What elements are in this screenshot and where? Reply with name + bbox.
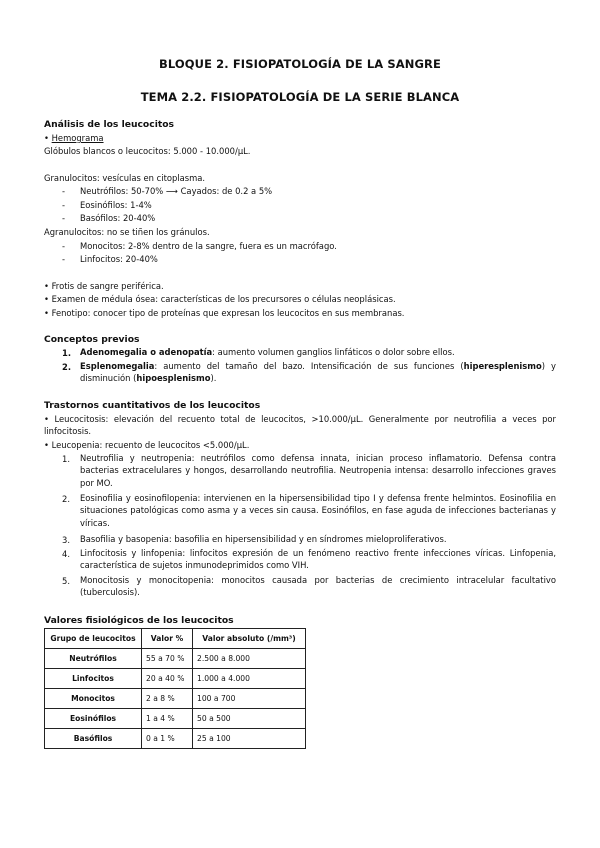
dash: - <box>62 241 66 251</box>
list-item: Neutrófilos: 50-70% ⟶ Cayados: de 0.2 a 5% <box>80 186 273 196</box>
table-row <box>45 669 306 689</box>
cell-percent: 1 a 4 % <box>142 709 193 729</box>
bullet-item: • Fenotipo: conocer tipo de proteínas que expresan los leucocitos en sus membranas. <box>44 308 405 318</box>
concepto-item-2 <box>80 360 556 385</box>
globulos-line: Glóbulos blancos o leucocitos: 5.000 - 10.000/µL. <box>44 146 251 156</box>
section-heading-analisis: Análisis de los leucocitos <box>44 119 175 130</box>
valores-table <box>44 628 306 749</box>
list-item: Monocitos: 2-8% dentro de la sangre, fuera es un macrófago. <box>80 241 337 251</box>
cell-absolute: 1.000 a 4.000 <box>193 669 306 689</box>
dash: - <box>62 200 66 210</box>
list-item: Basófilos: 20-40% <box>80 213 156 223</box>
term: Adenomegalia o adenopatía <box>80 347 213 357</box>
item-number: 5. <box>62 576 70 586</box>
agranulocitos-line: Agranulocitos: no se tiñen los gránulos. <box>44 227 210 237</box>
column-header: Grupo de leucocitos <box>45 629 142 649</box>
cell-percent: 20 a 40 % <box>142 669 193 689</box>
dash: - <box>62 254 66 264</box>
column-header: Valor % <box>142 629 193 649</box>
table-header-row <box>45 629 306 649</box>
table-row <box>45 709 306 729</box>
item-number: 2. <box>62 362 72 372</box>
trastorno-item-4: Linfocitosis y linfopenia: linfocitos expresión de un fenómeno reactivo frente infecciones víricas. Linfopenia, característica de sujetos inmunodeprimidos como VIH. <box>80 548 556 571</box>
column-header: Valor absoluto (/mm³) <box>193 629 306 649</box>
hemograma-label: Hemograma <box>51 133 104 143</box>
term: hiperesplenismo <box>463 361 542 371</box>
cell-group: Basófilos <box>45 729 142 749</box>
cell-percent: 0 a 1 % <box>142 729 193 749</box>
trastorno-item-3: Basofilia y basopenia: basofilia en hipersensibilidad y en síndromes mieloproliferativos. <box>80 534 447 544</box>
definition: : aumento volumen ganglios linfáticos o dolor sobre ellos. <box>212 347 455 357</box>
item-number: 1. <box>62 454 70 464</box>
cell-absolute: 50 a 500 <box>193 709 306 729</box>
trastorno-item-1: Neutrofilia y neutropenia: neutrófilos como defensa innata, inician proceso inflamatorio. Defensa contra bacterias extracelulares y hongos, desarrollando neutrofilia. Neutropenia intensa: desarrollo infecciones graves por MO. <box>80 453 556 488</box>
bullet-item: • Frotis de sangre periférica. <box>44 281 164 291</box>
cell-absolute: 25 a 100 <box>193 729 306 749</box>
topic-title: TEMA 2.2. FISIOPATOLOGÍA DE LA SERIE BLANCA <box>140 90 460 104</box>
cell-absolute: 2.500 a 8.000 <box>193 649 306 669</box>
section-heading-conceptos: Conceptos previos <box>44 334 140 345</box>
leucocitosis-line: • Leucocitosis: elevación del recuento total de leucocitos, >10.000/µL. Generalmente por neutrofilia a veces por linfocitosis. <box>44 414 556 437</box>
list-item: Eosinófilos: 1-4% <box>80 200 152 210</box>
trastorno-item-2: Eosinofilia y eosinofilopenia: intervienen en la hipersensibilidad tipo I y defensa frente helmintos. Eosinofilia en situaciones patológicas como asma y a veces sin causa. Eosinófilos, en fase aguda de infecciones bacterianas y víricas. <box>80 493 556 528</box>
section-heading-trastornos: Trastornos cuantitativos de los leucocitos <box>44 400 261 411</box>
cell-percent: 2 a 8 % <box>142 689 193 709</box>
item-number: 3. <box>62 535 70 545</box>
concepto-item-1 <box>80 346 556 358</box>
leucopenia-line: • Leucopenia: recuento de leucocitos <5.000/µL. <box>44 440 250 450</box>
bullet-item: • Examen de médula ósea: características de los precursores o células neoplásicas. <box>44 294 396 304</box>
term: Esplenomegalia <box>80 361 155 371</box>
document-title: BLOQUE 2. FISIOPATOLOGÍA DE LA SANGRE <box>159 57 441 71</box>
cell-group: Neutrófilos <box>45 649 142 669</box>
trastorno-item-5: Monocitosis y monocitopenia: monocitos causada por bacterias de crecimiento intracelular facultativo (tuberculosis). <box>80 575 556 598</box>
definition: ) y disminución ( <box>80 361 556 384</box>
section-heading-valores: Valores fisiológicos de los leucocitos <box>44 615 234 626</box>
granulocitos-line: Granulocitos: vesículas en citoplasma. <box>44 173 206 183</box>
table-row <box>45 649 306 669</box>
item-number: 2. <box>62 494 70 504</box>
item-number: 1. <box>62 348 72 358</box>
table-row <box>45 689 306 709</box>
item-number: 4. <box>62 549 70 559</box>
cell-group: Eosinófilos <box>45 709 142 729</box>
definition: ). <box>210 373 217 384</box>
cell-group: Linfocitos <box>45 669 142 689</box>
list-item: Linfocitos: 20-40% <box>80 254 158 264</box>
hemograma-line <box>44 133 104 143</box>
cell-group: Monocitos <box>45 689 142 709</box>
term: hipoesplenismo <box>136 373 211 384</box>
cell-absolute: 100 a 700 <box>193 689 306 709</box>
dash: - <box>62 186 66 196</box>
dash: - <box>62 213 66 223</box>
bullet: • <box>44 133 49 143</box>
cell-percent: 55 a 70 % <box>142 649 193 669</box>
table-row <box>45 729 306 749</box>
definition: : aumento del tamaño del bazo. Intensificación de sus funciones ( <box>154 361 464 371</box>
